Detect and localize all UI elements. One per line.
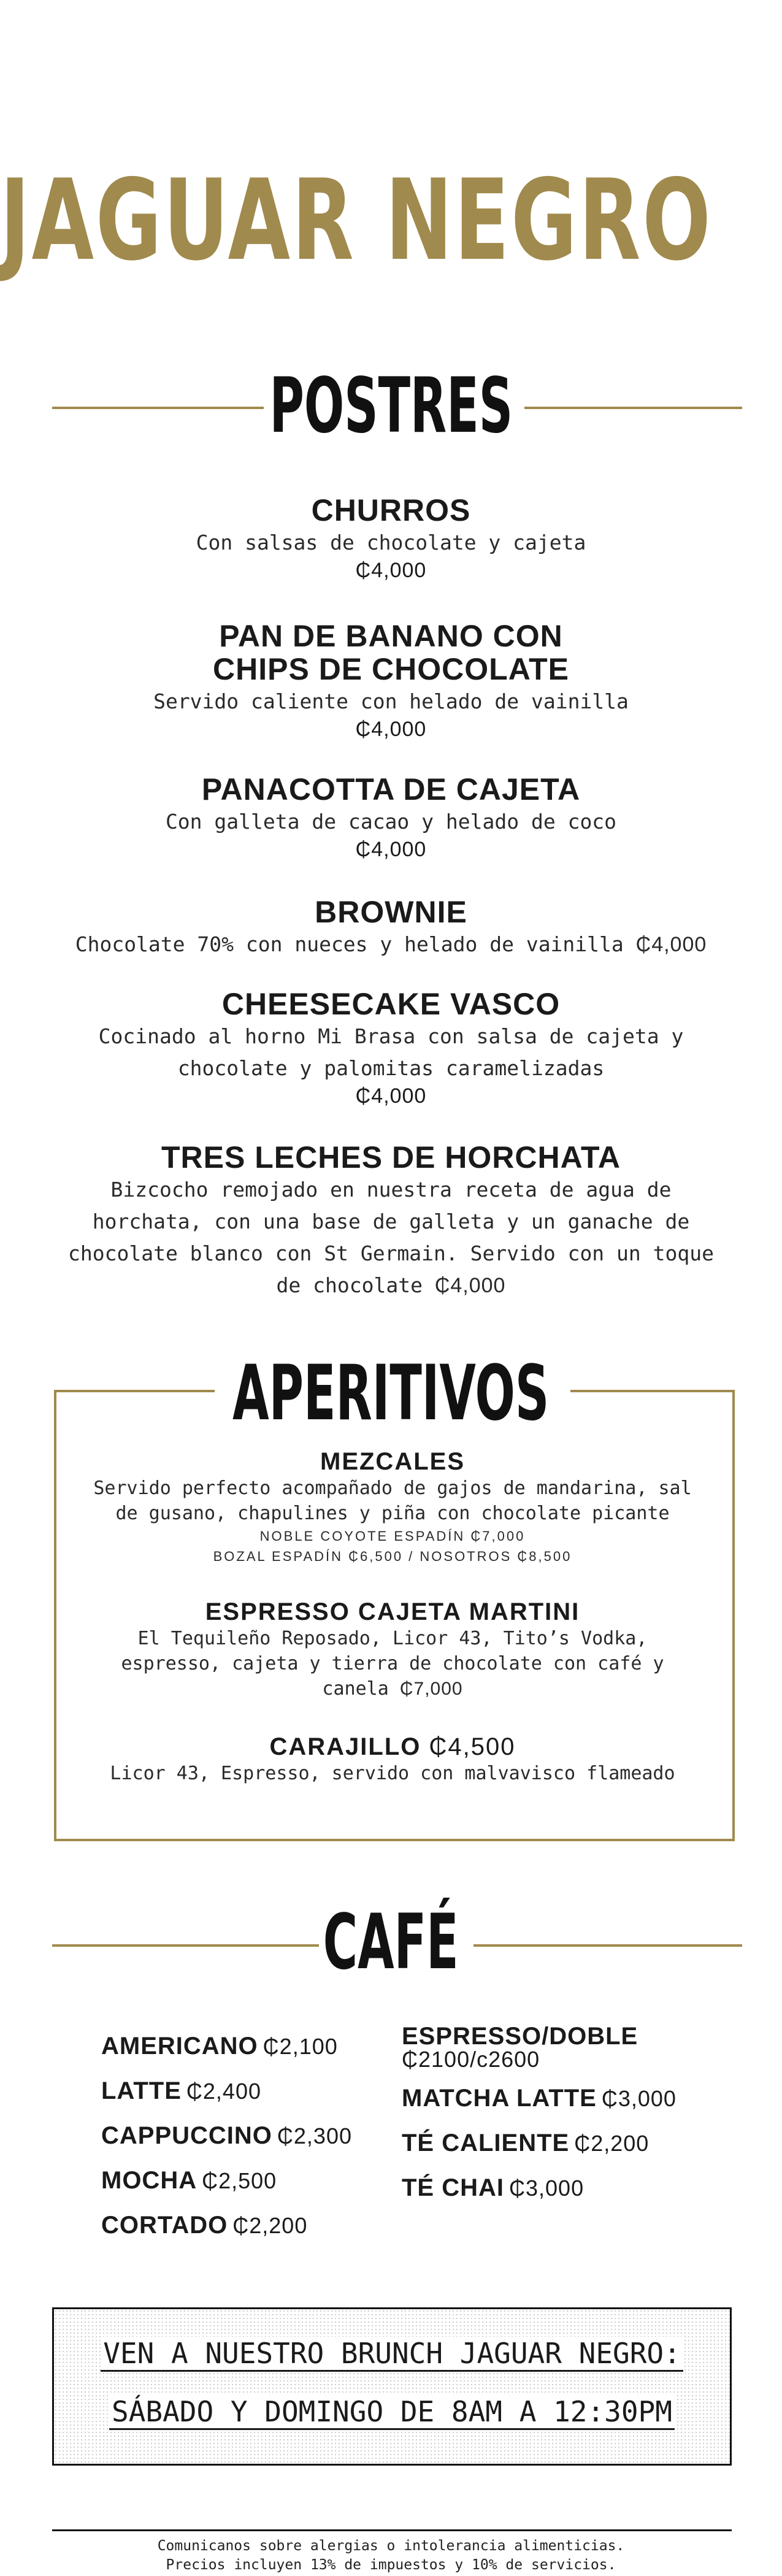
item-desc-line1: El Tequileño Reposado, Licor 43, Tito’s Vodka, [137, 1628, 648, 1649]
item-name: CARAJILLO [269, 1733, 421, 1760]
cafe-item [402, 2076, 677, 2121]
cafe-item [402, 2166, 677, 2210]
item-desc: Con salsas de chocolate y cajeta [196, 531, 586, 554]
footer-divider [52, 2529, 732, 2531]
item-name-with-price [74, 1733, 711, 1761]
section-title-aperitivos: APERITIVOS [232, 1349, 550, 1438]
cafe-list-left [101, 2024, 352, 2248]
cafe-item [101, 2069, 352, 2114]
cafe-name: ESPRESSO/DOBLE [402, 2023, 638, 2050]
item-desc: Con galleta de cacao y helado de coco [165, 810, 617, 834]
cafe-name: AMERICANO [101, 2033, 258, 2060]
item-desc-line4 [49, 1270, 733, 1301]
item-price: ₵4,000 [355, 559, 427, 582]
menu-item-pan-de-banano [49, 619, 733, 742]
item-desc-line3 [74, 1676, 711, 1701]
cafe-price: ₵3,000 [601, 2086, 677, 2111]
item-price: ₵4,000 [355, 1084, 427, 1108]
item-desc: Servido caliente con helado de vainilla [153, 689, 629, 713]
brunch-line-1: VEN A NUESTRO BRUNCH JAGUAR NEGRO: [54, 2337, 730, 2370]
cafe-price: ₵2,500 [202, 2168, 277, 2193]
item-desc-with-price [49, 929, 733, 960]
footer-line-1: Comunicanos sobre alergias o intolerancia alimenticias. [157, 2538, 625, 2554]
cafe-price: ₵2,400 [186, 2079, 261, 2104]
cafe-item [101, 2024, 352, 2069]
item-desc-line2: horchata, con una base de galleta y un ganache de [92, 1209, 690, 1233]
menu-item-tres-leches [49, 1141, 733, 1301]
menu-item-carajillo [74, 1733, 711, 1786]
item-name: PANACOTTA DE CAJETA [201, 772, 581, 807]
item-price: ₵4,000 [635, 933, 707, 956]
cafe-name: CAPPUCCINO [101, 2122, 272, 2149]
cafe-price: ₵3,000 [509, 2175, 585, 2201]
item-price: ₵4,000 [355, 718, 427, 741]
cafe-price: ₵2100/c2600 [402, 2047, 540, 2072]
cafe-price: ₵2,300 [277, 2123, 352, 2149]
item-desc-line1: Cocinado al horno Mi Brasa con salsa de cajeta y [98, 1024, 684, 1048]
item-name: CHEESECAKE VASCO [221, 987, 561, 1021]
footer-line-2: Precios incluyen 13% de impuestos y 10% de servicios. [166, 2557, 616, 2573]
cafe-item [402, 2024, 677, 2049]
cafe-price: ₵2,100 [263, 2034, 338, 2059]
menu-item-churros [49, 494, 733, 583]
cafe-name: TÉ CALIENTE [402, 2129, 570, 2156]
brunch-line-2: SÁBADO Y DOMINGO DE 8AM A 12:30PM [54, 2395, 730, 2428]
cafe-name: MATCHA LATTE [402, 2085, 597, 2112]
item-desc-line2: chocolate y palomitas caramelizadas [177, 1056, 605, 1080]
item-desc: Licor 43, Espresso, servido con malvavisco flameado [110, 1763, 675, 1784]
cafe-name: TÉ CHAI [402, 2174, 504, 2201]
cafe-list-right [402, 2024, 677, 2210]
menu-item-espresso-martini [74, 1598, 711, 1701]
item-desc-tail: canela [322, 1678, 389, 1700]
cafe-item-price-line [402, 2049, 677, 2070]
item-name: ESPRESSO CAJETA MARTINI [205, 1598, 580, 1625]
cafe-name: LATTE [101, 2077, 182, 2104]
cafe-price: ₵2,200 [232, 2213, 308, 2238]
cafe-item [402, 2121, 677, 2166]
cafe-name: CORTADO [101, 2212, 228, 2239]
menu-item-panacotta [49, 773, 733, 862]
item-desc-line2: de gusano, chapulines y piña con chocolate picante [115, 1503, 670, 1524]
brand-logo: JAGUAR NEGRO [0, 155, 713, 285]
item-price: ₵4,000 [355, 838, 427, 861]
section-title-cafe: CAFÉ [323, 1898, 459, 1987]
item-desc: Chocolate 70% con nueces y helado de vainilla [75, 932, 624, 956]
item-name: MEZCALES [320, 1448, 465, 1475]
menu-item-brownie [49, 895, 733, 960]
menu-item-cheesecake-vasco [49, 987, 733, 1108]
item-desc-line1: Bizcocho remojado en nuestra receta de agua de [110, 1178, 672, 1202]
item-name-line2: CHIPS DE CHOCOLATE [213, 652, 569, 686]
cafe-price: ₵2,200 [574, 2131, 650, 2156]
cafe-name: MOCHA [101, 2167, 197, 2194]
item-price: ₵7,000 [399, 1679, 463, 1699]
item-price: ₵4,000 [434, 1274, 506, 1297]
item-desc-tail: de chocolate [276, 1273, 423, 1297]
menu-item-mezcales [74, 1447, 711, 1566]
section-title-postres: POSTRES [269, 362, 513, 450]
footer-note [0, 2537, 782, 2575]
item-name: CHURROS [311, 493, 471, 527]
item-desc-line2: espresso, cajeta y tierra de chocolate con café y [121, 1653, 664, 1674]
item-variant-line1: NOBLE COYOTE ESPADÍN ₵7,000 [259, 1528, 526, 1544]
item-price: ₵4,500 [429, 1733, 516, 1760]
brunch-banner [52, 2307, 732, 2466]
item-desc-line3: chocolate blanco con St Germain. Servido con un toque [68, 1241, 714, 1265]
item-name: BROWNIE [315, 895, 467, 929]
item-variant-line2: BOZAL ESPADÍN ₵6,500 / NOSOTROS ₵8,500 [213, 1549, 572, 1564]
item-name-line1: PAN DE BANANO CON [219, 619, 563, 653]
cafe-item [101, 2203, 352, 2248]
cafe-item [101, 2158, 352, 2203]
cafe-item [101, 2114, 352, 2158]
item-name: TRES LECHES DE HORCHATA [161, 1140, 621, 1175]
item-desc-line1: Servido perfecto acompañado de gajos de mandarina, sal [93, 1478, 692, 1499]
